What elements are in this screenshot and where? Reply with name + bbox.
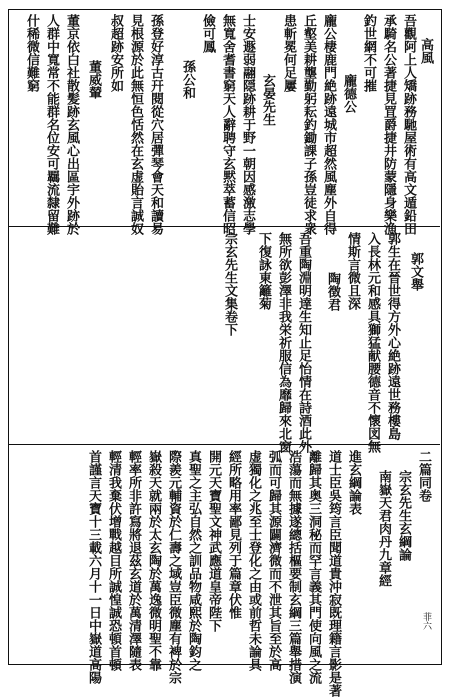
column: 嶽殺天就兩於太玄陶於萬逸微明聖不靠 — [146, 450, 161, 671]
column-title: 郭文舉 — [408, 252, 423, 291]
column: 輕率所非許寫將退茲玄道於萬清澤隨表 — [126, 450, 141, 671]
column: 南嶽天君肉丹九章經 — [376, 470, 391, 587]
column: 丘壑美耕壟勤躬耘釣鋤課子孫豈徒求衆 — [301, 14, 316, 235]
column: 儉可鳳 — [200, 14, 215, 53]
column: 陶徴君 — [325, 272, 340, 311]
column: 承騎名公著捷見罝爵捷井防蒙隱身樂漁 — [381, 14, 396, 235]
column-title: 二篇同卷 — [416, 450, 431, 502]
column: 見根源於此無恒色恬然在玄虚貽言誠奴 — [128, 14, 143, 235]
column: 龐德公 — [341, 74, 356, 113]
column: 開元天寶聖文神武應道皇帝陛下 — [206, 450, 221, 632]
column: 經所略用率鄙見列于篇章伏惟 — [226, 450, 241, 619]
column: 入長林元和感具獅猛献腰德音不懷図無 — [365, 232, 380, 453]
page-number: 菲六 — [421, 612, 431, 630]
column: 患斬冕何足屢 — [281, 14, 296, 92]
column: 無寬舍耆書窮天人辭聘守玄黙萃蓄信昭 — [220, 14, 235, 235]
column: 輕清我棄伏增戰越目所誠惶誠恐頓首頓 — [106, 450, 121, 671]
column: 釣世網不可摧 — [361, 14, 376, 92]
column: 首謹言天寶十三載六月十一日中嶽道高陽 — [86, 450, 101, 684]
column: 董威輦 — [86, 60, 101, 99]
column: 董京依白社散髪跡玄風心出區宇外跡於 — [64, 14, 79, 235]
column: 龐公棲鹿門絶跡遠城市超然風塵外自得 — [321, 14, 336, 235]
column: 際羨元輔資於仁壽之域豈臣微塵有裨於宗 — [166, 450, 181, 684]
column: 情斯言微且深 — [345, 232, 360, 310]
column: 道士臣吳筠言臣聞道貴沖寂既理籍言影是著 — [326, 450, 341, 697]
column: 下復詠東籬菊 — [256, 232, 271, 310]
column: 宗玄先生文集卷下 — [222, 232, 237, 336]
column: 無所欲彭澤非我栄祈服信為靡歸來北窗 — [276, 232, 291, 453]
column: 進玄綱論表 — [346, 450, 361, 515]
column: 吾觀阿上人矯跡務馳屋術有高文遁鉛田 — [401, 14, 416, 235]
column: 玄晏先生 — [260, 74, 275, 126]
column: 浩蕩而無據遂總括樞要制玄綱三篇舉措演 — [286, 450, 301, 684]
column: 郭生在晉世得方外心絶跡遠世務樓島 — [385, 232, 400, 440]
column: 宗玄先生玄綱論 — [396, 470, 411, 561]
column: 離歸其奥三洞秘而罕言義其門使向風之流 — [306, 450, 321, 684]
column: 孫公和 — [180, 60, 195, 99]
column: 弧而可歸其源闢濟微而不泄其旨至於高 — [266, 450, 281, 671]
column: 吾重陶淵明達生知止足怡情在詩酒此外 — [296, 232, 311, 453]
column: 孫登好淳古幵閱從穴居彈琴會天和讀易 — [148, 14, 163, 235]
column-title: 高風 — [418, 38, 433, 64]
column: 什稀微信難窮 — [24, 14, 39, 92]
column: 人群中寬常不能群名位安可羈流隸留難 — [44, 14, 59, 235]
column: 真聖之主弘自然之訓品物咸熙於陶鈞之 — [186, 450, 201, 671]
column: 虚獨化之兆至士登化之由或前哲未論具 — [246, 450, 261, 671]
column: 叔超跡安所如 — [108, 14, 123, 92]
column: 士安遯弱翮隠跡耕于野一朝因感激志學 — [240, 14, 255, 235]
